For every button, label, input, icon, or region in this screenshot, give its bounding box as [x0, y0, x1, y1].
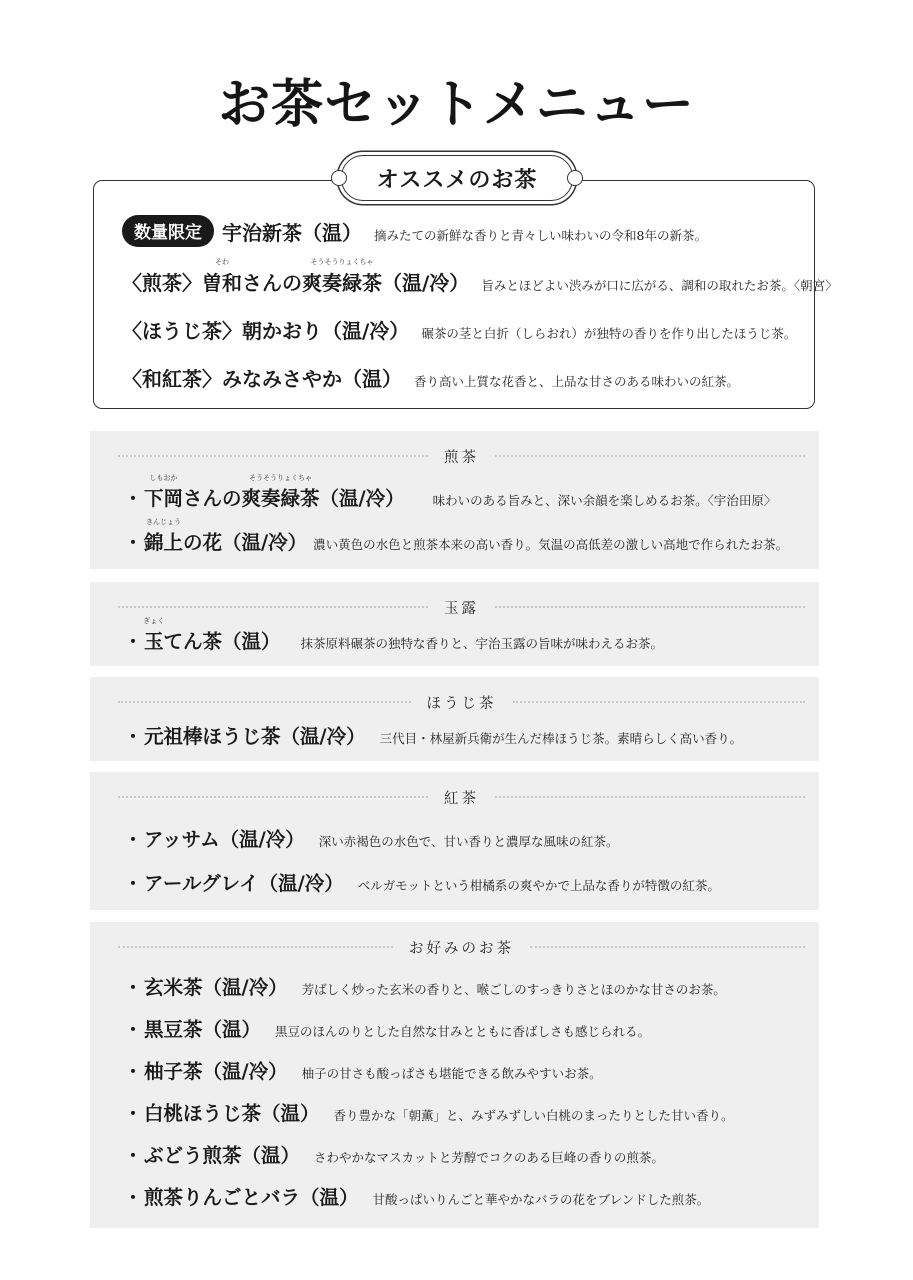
menu-item-name: 黒豆茶（温） — [144, 1018, 262, 1041]
menu-item: ・ ぶどう煎茶（温） さわやかなマスカットと芳醇でコクのある巨峰の香りの煎茶。 — [124, 1140, 664, 1168]
featured-item-name: 〈ほうじ茶〉朝かおり（温/冷） — [122, 319, 410, 343]
menu-item-name: ぶどう煎茶（温） — [144, 1144, 301, 1167]
section-okonomi — [90, 922, 819, 1228]
menu-item-name: しもおか 下岡さんの そうそうりょくちゃ 爽奏緑茶（温/冷） — [144, 474, 405, 510]
section-sencha — [90, 431, 819, 569]
section-heading: 玉露 — [118, 598, 805, 616]
menu-item: ・ アッサム（温/冷） 深い赤褐色の水色で、甘い香りと濃厚な風味の紅茶。 — [124, 824, 619, 852]
menu-item-desc: 抹茶原料碾茶の独特な香りと、宇治玉露の旨味が味わえるお茶。 — [300, 636, 664, 651]
ornament-icon — [331, 170, 347, 186]
featured-item-name: 〈煎茶〉 そわ 曽和さんの そうそうりょくちゃ 爽奏緑茶（温/冷） — [122, 258, 470, 295]
menu-item-desc: さわやかなマスカットと芳醇でコクのある巨峰の香りの煎茶。 — [314, 1150, 664, 1165]
menu-item-desc: ベルガモットという柑橘系の爽やかで上品な香りが特徴の紅茶。 — [357, 878, 720, 893]
featured-item — [122, 363, 739, 392]
menu-item-name: ぎょく 玉てん茶（温） — [143, 617, 281, 653]
ornament-icon — [567, 170, 583, 186]
section-heading: お好みのお茶 — [118, 938, 805, 956]
menu-item-desc: 甘酸っぱいりんごと華やかなバラの花をブレンドした煎茶。 — [372, 1192, 710, 1207]
ruby-text: そうそうりょくちゃ — [310, 258, 374, 266]
menu-item: ・ ぎょく 玉てん茶（温） 抹茶原料碾茶の独特な香りと、宇治玉露の旨味が味わえるお茶。 — [124, 617, 664, 653]
menu-item: ・ 玄米茶（温/冷） 芳ばしく炒った玄米の香りと、喉ごしのすっきりさとほのかな甘さのお茶。 — [124, 972, 726, 1000]
menu-item-desc: 柚子の甘さも酸っぱさも堪能できる飲みやすいお茶。 — [301, 1066, 602, 1081]
menu-item: ・ 元祖棒ほうじ茶（温/冷） 三代目・林屋新兵衛が生んだ棒ほうじ茶。素晴らしく高い香り。 — [124, 721, 742, 749]
menu-item-desc: 香り豊かな「朝薫」と、みずみずしい白桃のまったりとした甘い香り。 — [333, 1108, 734, 1123]
menu-item-desc: 味わいのある旨みと、深い余韻を楽しめるお茶。〈宇治田原〉 — [432, 493, 777, 508]
menu-item-name: きんじょう 錦上の花（温/冷） — [144, 518, 308, 554]
menu-item: ・ きんじょう 錦上の花（温/冷） 濃い黄色の水色と煎茶本来の高い香り。気温の高低差の激しい高地で作られたお茶。 — [124, 518, 789, 554]
ruby-text: しもおか — [149, 474, 178, 482]
featured-item-name: 宇治新茶（温） — [222, 221, 362, 245]
featured-item — [122, 315, 796, 344]
section-koucha — [90, 772, 819, 910]
section-gyokuro — [90, 582, 819, 666]
ruby-text: そうそうりょくちゃ — [249, 474, 313, 482]
ruby-text: きんじょう — [146, 518, 181, 526]
menu-item-name: アッサム（温/冷） — [144, 828, 305, 851]
menu-item: ・ しもおか 下岡さんの そうそうりょくちゃ 爽奏緑茶（温/冷） 味わいのある旨みと、深い余韻を楽しめるお茶。〈宇治田原〉 — [124, 474, 777, 510]
section-houjicha — [90, 677, 819, 761]
featured-item-desc: 旨みとほどよい渋みが口に広がる、調和の取れたお茶。〈朝宮〉 — [481, 278, 838, 293]
menu-item: ・ 白桃ほうじ茶（温） 香り豊かな「朝薫」と、みずみずしい白桃のまったりとした甘い香り。 — [124, 1098, 734, 1126]
menu-item-name: 煎茶りんごとバラ（温） — [144, 1186, 359, 1209]
section-heading: 煎茶 — [118, 447, 805, 465]
featured-item — [122, 258, 838, 296]
featured-item — [122, 217, 707, 249]
menu-item-name: 元祖棒ほうじ茶（温/冷） — [144, 725, 366, 748]
ruby-text: そわ — [215, 258, 229, 266]
menu-item-desc: 芳ばしく炒った玄米の香りと、喉ごしのすっきりさとほのかな甘さのお茶。 — [301, 982, 726, 997]
featured-box — [93, 180, 838, 409]
menu-item-name: 柚子茶（温/冷） — [144, 1060, 288, 1083]
menu-item: ・ 黒豆茶（温） 黒豆のほんのりとした自然な甘みとともに香ばしさも感じられる。 — [124, 1014, 650, 1042]
menu-item-name: アールグレイ（温/冷） — [144, 872, 344, 895]
featured-item-desc: 摘みたての新鮮な香りと青々しい味わいの令和8年の新茶。 — [374, 228, 707, 243]
menu-item: ・ アールグレイ（温/冷） ベルガモットという柑橘系の爽やかで上品な香りが特徴の紅茶。 — [124, 868, 720, 896]
featured-item-desc: 香り高い上質な花香と、上品な甘さのある味わいの紅茶。 — [414, 374, 740, 389]
ruby-text: ぎょく — [143, 617, 165, 625]
section-heading: ほうじ茶 — [118, 693, 805, 711]
menu-item-desc: 濃い黄色の水色と煎茶本来の高い香り。気温の高低差の激しい高地で作られたお茶。 — [313, 537, 789, 552]
menu-item-name: 玄米茶（温/冷） — [144, 976, 288, 999]
featured-item-name: 〈和紅茶〉みなみさやか（温） — [122, 367, 402, 391]
section-heading: 紅茶 — [118, 788, 805, 806]
limited-badge: 数量限定 — [122, 215, 214, 247]
menu-item: ・ 柚子茶（温/冷） 柚子の甘さも酸っぱさも堪能できる飲みやすいお茶。 — [124, 1056, 602, 1084]
menu-item-desc: 黒豆のほんのりとした自然な甘みとともに香ばしさも感じられる。 — [275, 1024, 651, 1039]
menu-item: ・ 煎茶りんごとバラ（温） 甘酸っぱいりんごと華やかなバラの花をブレンドした煎茶。 — [124, 1182, 709, 1210]
featured-item-desc: 碾茶の茎と白折（しらおれ）が独特の香りを作り出したほうじ茶。 — [421, 326, 797, 341]
page-title: お茶セットメニュー — [218, 74, 695, 135]
featured-heading: オススメのお茶 — [341, 155, 573, 201]
menu-item-name: 白桃ほうじ茶（温） — [144, 1102, 320, 1125]
menu-item-desc: 深い赤褐色の水色で、甘い香りと濃厚な風味の紅茶。 — [318, 834, 619, 849]
menu-item-desc: 三代目・林屋新兵衛が生んだ棒ほうじ茶。素晴らしく高い香り。 — [379, 731, 743, 746]
